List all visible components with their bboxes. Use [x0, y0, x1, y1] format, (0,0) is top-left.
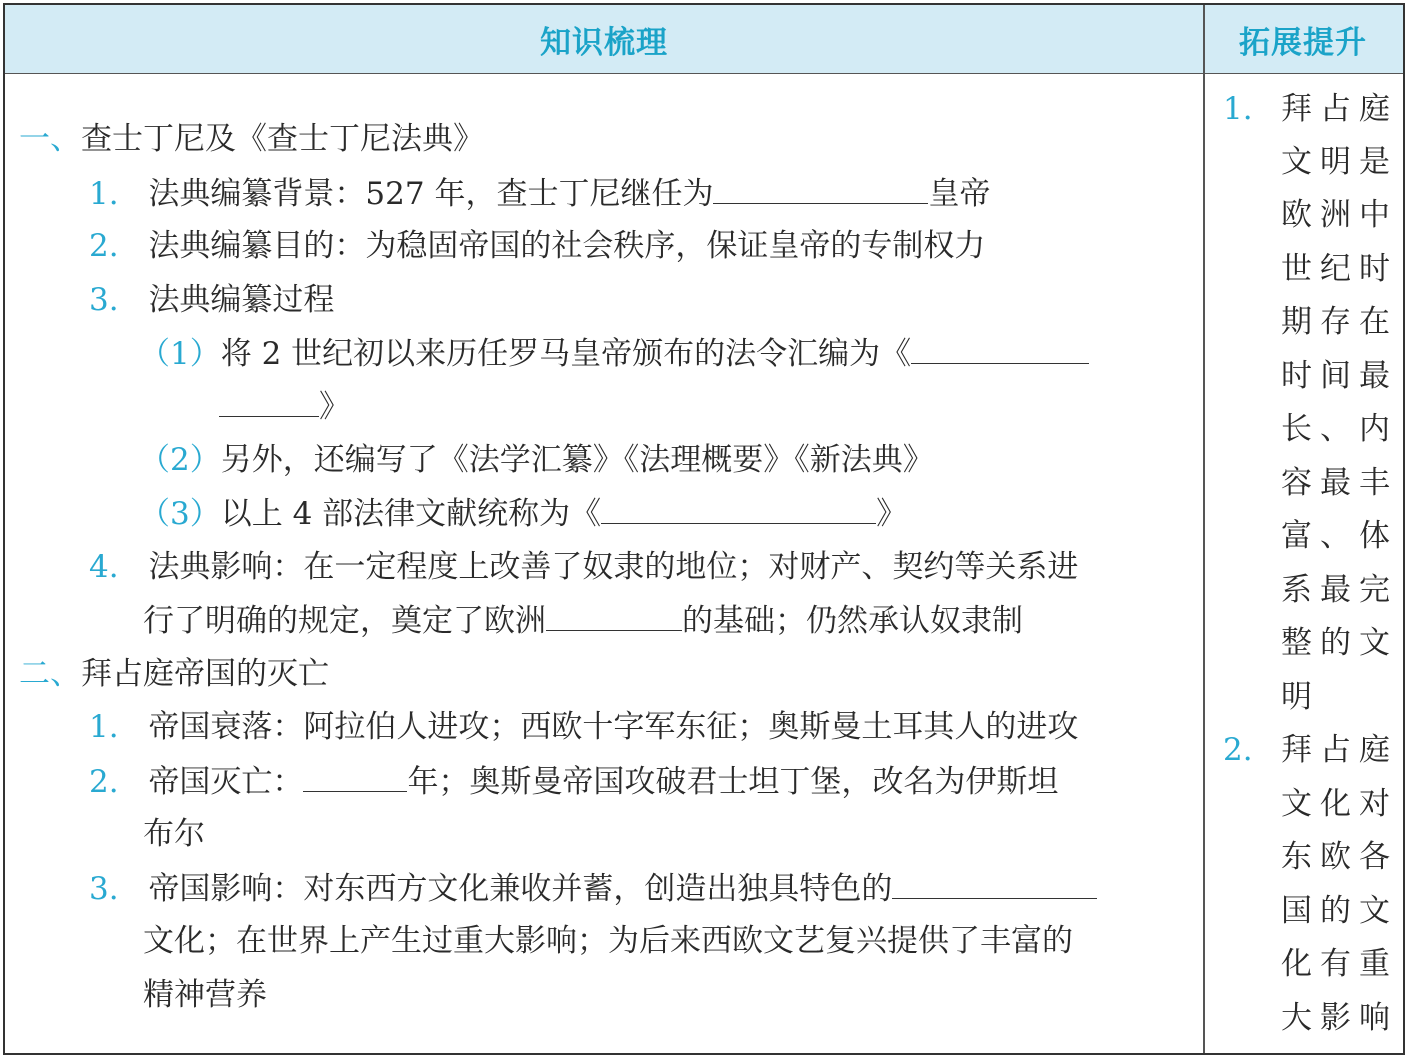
tip-2-line: 国的文: [1281, 893, 1398, 929]
blank-1[interactable]: [713, 173, 928, 204]
s1-item-4: 4. 法典影响：在一定程度上改善了奴隶的地位；对财产、契约等关系进: [89, 549, 1079, 585]
s2-item-2-cont: 布尔: [143, 816, 205, 852]
extension-heading: 拓展提升: [1239, 24, 1367, 61]
blank-6[interactable]: [892, 868, 1097, 899]
blank-2b[interactable]: [219, 386, 319, 417]
s2-item-1: 1. 帝国衰落：阿拉伯人进攻；西欧十字军东征；奥斯曼土耳其人的进攻: [89, 709, 1079, 745]
s2-item-2: 2. 帝国灭亡： 年；奥斯曼帝国攻破君士坦丁堡，改名为伊斯坦: [89, 761, 1058, 802]
table-header: [5, 5, 1403, 74]
s1-item-4-cont: 行了明确的规定，奠定了欧洲 的基础；仍然承认奴隶制: [143, 600, 1023, 641]
tip-1-line: 拜占庭: [1281, 91, 1398, 127]
tip-1-line: 欧洲中: [1281, 197, 1398, 233]
blank-2a[interactable]: [911, 333, 1089, 364]
tip-2-line: 文化对: [1281, 786, 1398, 822]
tip-2-line: 大影响: [1281, 1000, 1398, 1036]
tip-1-line: 期存在: [1281, 304, 1398, 340]
tip-1-line: 长、内: [1281, 411, 1398, 447]
tip-2-line: 东欧各: [1281, 839, 1398, 875]
s1-sub-1-cont: 》: [219, 386, 350, 427]
s2-item-3-cont: 文化；在世界上产生过重大影响；为后来西欧文艺复兴提供了丰富的: [143, 923, 1073, 959]
s1-sub-1: （1）将 2 世纪初以来历任罗马皇帝颁布的法令汇编为《: [139, 333, 1089, 374]
s1-item-2: 2. 法典编纂目的：为稳固帝国的社会秩序，保证皇帝的专制权力: [89, 228, 986, 264]
section-2-title: [19, 654, 329, 694]
tip-2-line: 拜占庭: [1281, 732, 1398, 768]
section-2-number: 二、: [19, 656, 81, 692]
s1-item-1: 1. 法典编纂背景：527 年，查士丁尼继任为 皇帝: [89, 173, 990, 214]
tip-1-line: 整的文: [1281, 625, 1398, 661]
table-frame: [3, 3, 1405, 1055]
tip-1-line: 文明是: [1281, 144, 1398, 180]
tip-1-line: 富、体: [1281, 518, 1398, 554]
s1-item-3: 3. 法典编纂过程: [89, 282, 335, 318]
column-divider: [1203, 5, 1205, 1053]
s1-sub-3: （3）以上 4 部法律文献统称为《 》: [139, 493, 907, 534]
tip-1-line: 时间最: [1281, 358, 1398, 394]
tip-1-number: 1.: [1223, 91, 1253, 127]
tip-1-line: 明: [1281, 679, 1320, 715]
tip-2-number: 2.: [1223, 732, 1253, 768]
tip-2-line: 化有重: [1281, 946, 1398, 982]
blank-3[interactable]: [601, 493, 876, 524]
blank-5[interactable]: [303, 761, 407, 792]
section-1-title-text: 查士丁尼及《查士丁尼法典》: [81, 121, 484, 157]
tip-1-line: 世纪时: [1281, 251, 1398, 287]
blank-4[interactable]: [546, 600, 682, 631]
knowledge-summary-heading: 知识梳理: [540, 24, 668, 61]
section-2-title-text: 拜占庭帝国的灭亡: [81, 656, 329, 692]
tip-1-line: 容最丰: [1281, 465, 1398, 501]
section-1-title: 一、查士丁尼及《查士丁尼法典》: [19, 121, 484, 157]
s2-item-3: 3. 帝国影响：对东西方文化兼收并蓄，创造出独具特色的: [89, 868, 1097, 909]
tip-1-line: 系最完: [1281, 572, 1398, 608]
s1-sub-2: （2）另外，还编写了《法学汇纂》《法理概要》《新法典》: [139, 442, 934, 478]
s2-item-3-cont2: 精神营养: [143, 977, 267, 1013]
